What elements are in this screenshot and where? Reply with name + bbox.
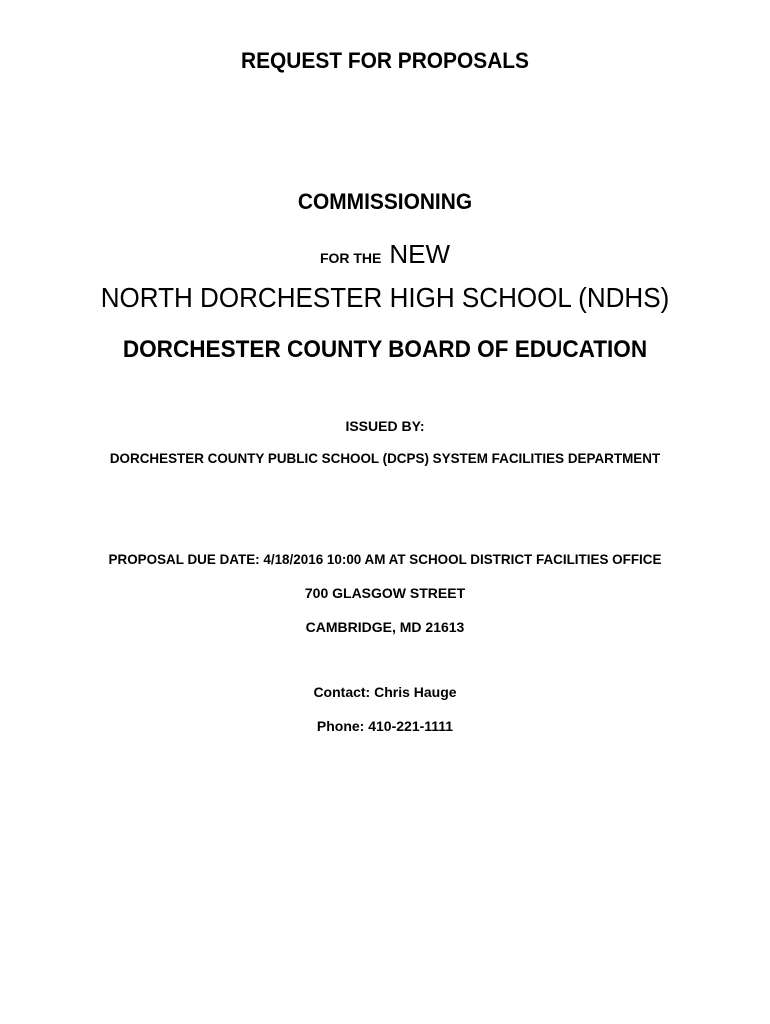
new-label: NEW — [389, 239, 451, 269]
address-city: CAMBRIDGE, MD 21613 — [305, 619, 465, 635]
issuer-name: DORCHESTER COUNTY PUBLIC SCHOOL (DCPS) SYSTEM FACILITIES DEPARTMENT — [109, 450, 661, 466]
for-the-label: FOR THE — [319, 250, 382, 266]
school-name: NORTH DORCHESTER HIGH SCHOOL (NDHS) — [100, 282, 670, 313]
issued-by-label: ISSUED BY: — [345, 418, 425, 434]
address-street: 700 GLASGOW STREET — [304, 585, 466, 601]
document-subject: COMMISSIONING — [297, 189, 473, 214]
proposal-due-date: PROPOSAL DUE DATE: 4/18/2016 10:00 AM AT SCHOOL DISTRICT FACILITIES OFFICE — [108, 551, 662, 567]
document-title: REQUEST FOR PROPOSALS — [241, 48, 529, 73]
board-name: DORCHESTER COUNTY BOARD OF EDUCATION — [122, 336, 648, 363]
for-the-new-line — [0, 239, 770, 270]
contact-phone: Phone: 410-221-1111 — [316, 718, 454, 734]
contact-name: Contact: Chris Hauge — [313, 684, 457, 700]
